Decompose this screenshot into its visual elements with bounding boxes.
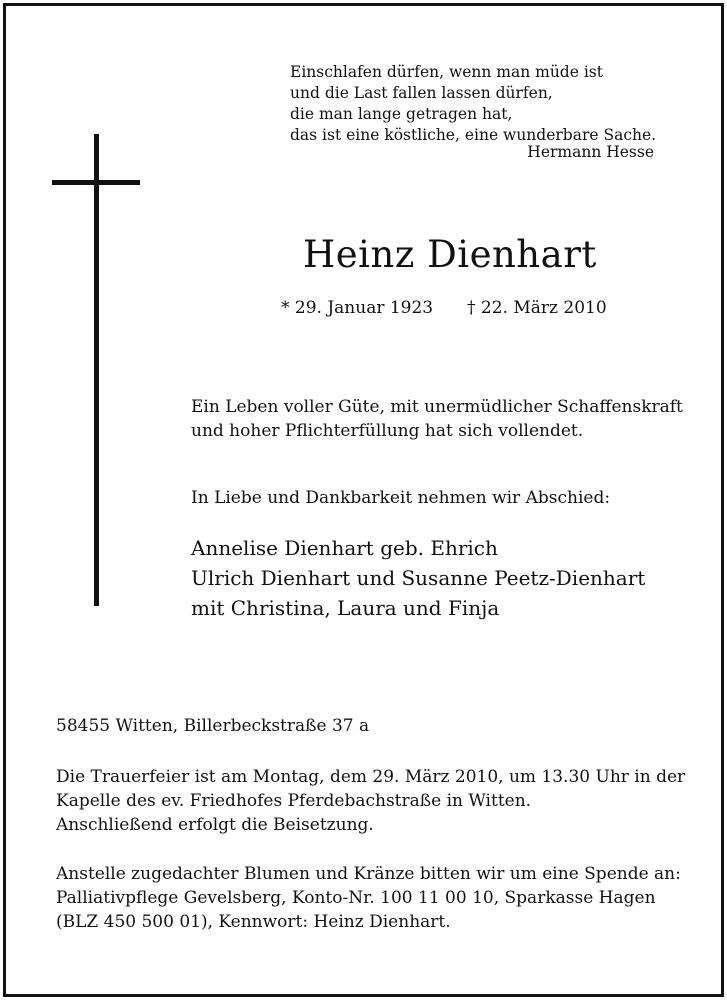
cross-icon — [52, 134, 140, 606]
cross-horizontal-bar — [52, 180, 140, 185]
cross-vertical-bar — [94, 134, 99, 606]
ceremony-info — [56, 765, 685, 837]
farewell-text: In Liebe und Dankbarkeit nehmen wir Abschied: — [191, 488, 611, 508]
family-list — [191, 533, 645, 623]
life-text-line: Ein Leben voller Güte, mit unermüdlicher Schaffenskraft — [191, 397, 683, 417]
quote-line: und die Last fallen lassen dürfen, — [290, 84, 553, 102]
life-text-line: und hoher Pflichterfüllung hat sich vollendet. — [191, 421, 584, 441]
life-text — [191, 395, 683, 443]
donation-line: (BLZ 450 500 01), Kennwort: Heinz Dienhart. — [56, 912, 451, 932]
quote-line: das ist eine köstliche, eine wunderbare Sache. — [290, 126, 657, 144]
family-member: Annelise Dienhart geb. Ehrich — [191, 536, 498, 560]
ceremony-line: Die Trauerfeier ist am Montag, dem 29. März 2010, um 13.30 Uhr in der — [56, 767, 686, 787]
donation-info — [56, 862, 681, 934]
death-date: † 22. März 2010 — [467, 298, 607, 318]
quote-line: die man lange getragen hat, — [290, 105, 513, 123]
donation-line: Palliativpflege Gevelsberg, Konto-Nr. 100 11 00 10, Sparkasse Hagen — [56, 888, 656, 908]
quote-line: Einschlafen dürfen, wenn man müde ist — [290, 63, 603, 81]
family-member: mit Christina, Laura und Finja — [191, 596, 500, 620]
donation-line: Anstelle zugedachter Blumen und Kränze bitten wir um eine Spende an: — [56, 864, 681, 884]
family-member: Ulrich Dienhart und Susanne Peetz-Dienhart — [191, 566, 646, 590]
quote — [290, 62, 656, 146]
birth-date: * 29. Januar 1923 — [281, 298, 434, 318]
quote-author: Hermann Hesse — [527, 143, 654, 161]
ceremony-line: Kapelle des ev. Friedhofes Pferdebachstraße in Witten. — [56, 791, 532, 811]
deceased-name: Heinz Dienhart — [303, 233, 597, 276]
address: 58455 Witten, Billerbeckstraße 37 a — [56, 716, 370, 736]
ceremony-line: Anschließend erfolgt die Beisetzung. — [56, 815, 374, 835]
